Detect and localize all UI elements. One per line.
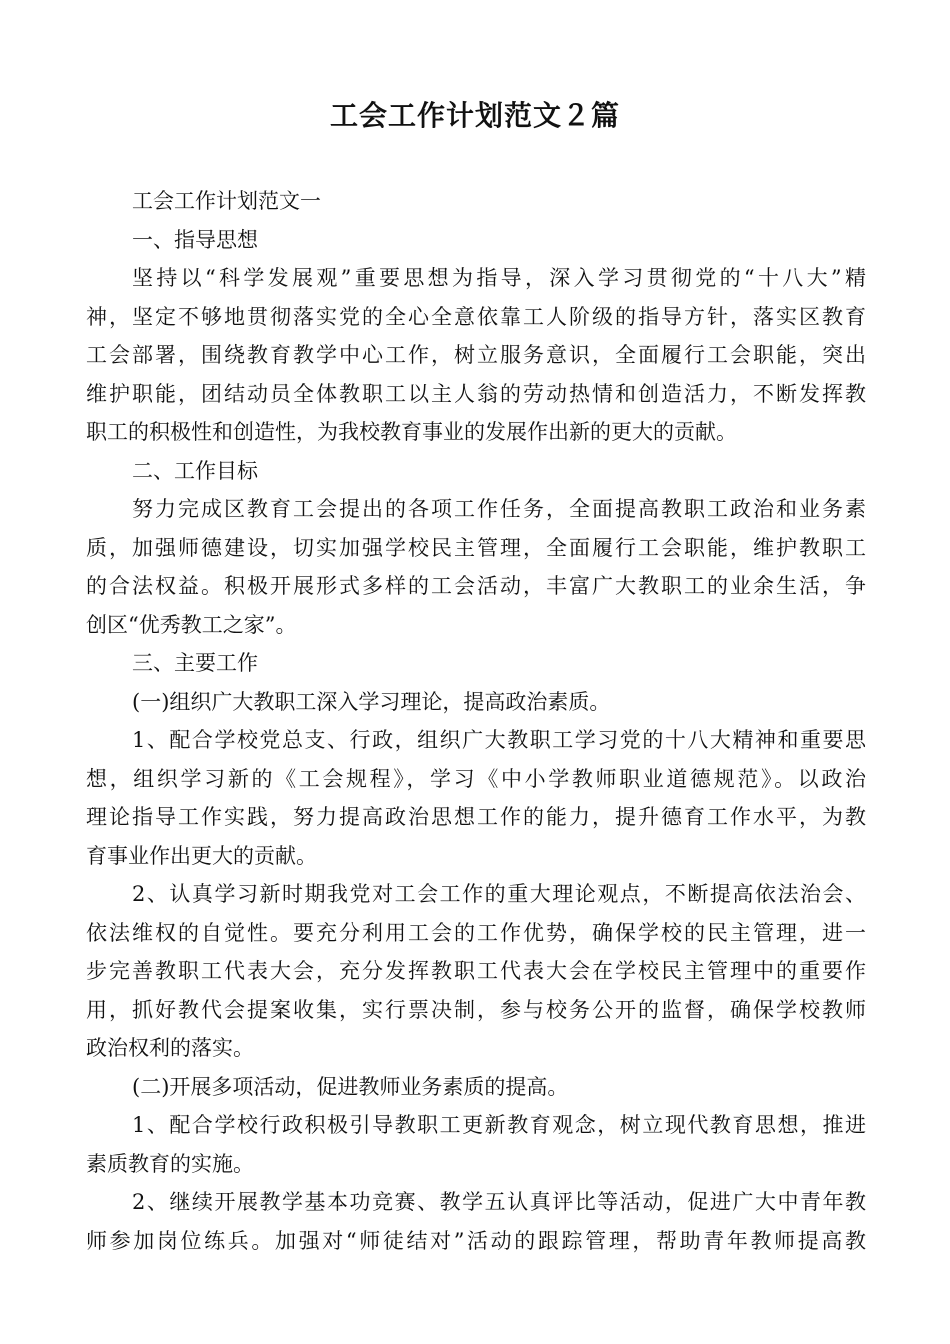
text-line: 步完善教职工代表大会，充分发挥教职工代表大会在学校民主管理中的重要作 <box>86 959 866 983</box>
text-line: 努力完成区教育工会提出的各项工作任务，全面提高教职工政治和业务素 <box>132 497 866 521</box>
text-line: 的合法权益。积极开展形式多样的工会活动，丰富广大教职工的业余生活，争 <box>86 574 866 598</box>
text-line: 一、指导思想 <box>132 227 258 252</box>
text-line: 用，抓好教代会提案收集，实行票决制，参与校务公开的监督，确保学校教师 <box>86 997 866 1022</box>
text-line: 素质教育的实施。 <box>86 1151 254 1176</box>
text-line: 政治权利的落实。 <box>86 1036 254 1060</box>
text-line: 想，组织学习新的《工会规程》，学习《中小学教师职业道德规范》。以政治 <box>86 766 866 791</box>
text-line: 工会工作计划范文一 <box>132 189 321 213</box>
text-line: 依法维权的自觉性。要充分利用工会的工作优势，确保学校的民主管理，进一 <box>86 920 866 945</box>
text-line: 维护职能，团结动员全体教职工以主人翁的劳动热情和创造活力，不断发挥教 <box>86 381 866 406</box>
text-line: 二、工作目标 <box>132 458 258 483</box>
text-line: 坚持以“科学发展观”重要思想为指导，深入学习贯彻党的“十八大”精 <box>132 266 866 290</box>
text-line: 三、主要工作 <box>132 651 258 675</box>
text-line: 育事业作出更大的贡献。 <box>86 843 317 868</box>
text-line: (二)开展多项活动，促进教师业务素质的提高。 <box>132 1074 569 1099</box>
text-line: 2、认真学习新时期我党对工会工作的重大理论观点，不断提高依法治会、 <box>132 882 866 906</box>
text-line: 神，坚定不够地贯彻落实党的全心全意依靠工人阶级的指导方针，落实区教育 <box>86 304 866 329</box>
text-line: 1、配合学校行政积极引导教职工更新教育观念，树立现代教育思想，推进 <box>132 1113 866 1137</box>
text-line: 创区“优秀教工之家”。 <box>86 612 297 637</box>
document-title: 工会工作计划范文２篇 <box>329 99 620 132</box>
text-line: 师参加岗位练兵。加强对“师徒结对”活动的跟踪管理，帮助青年教师提高教 <box>86 1228 866 1253</box>
text-line: 1、配合学校党总支、行政，组织广大教职工学习党的十八大精神和重要思 <box>132 728 866 752</box>
document-body <box>86 182 866 1260</box>
text-line: (一)组织广大教职工深入学习理论，提高政治素质。 <box>132 689 611 714</box>
text-line: 职工的积极性和创造性，为我校教育事业的发展作出新的更大的贡献。 <box>86 420 737 444</box>
text-line: 2、继续开展教学基本功竞赛、教学五认真评比等活动，促进广大中青年教 <box>132 1190 866 1214</box>
text-line: 理论指导工作实践，努力提高政治思想工作的能力，提升德育工作水平，为教 <box>86 805 866 829</box>
text-line: 工会部署，围绕教育教学中心工作，树立服务意识，全面履行工会职能，突出 <box>86 343 866 367</box>
text-line: 质，加强师德建设，切实加强学校民主管理，全面履行工会职能，维护教职工 <box>86 535 866 560</box>
